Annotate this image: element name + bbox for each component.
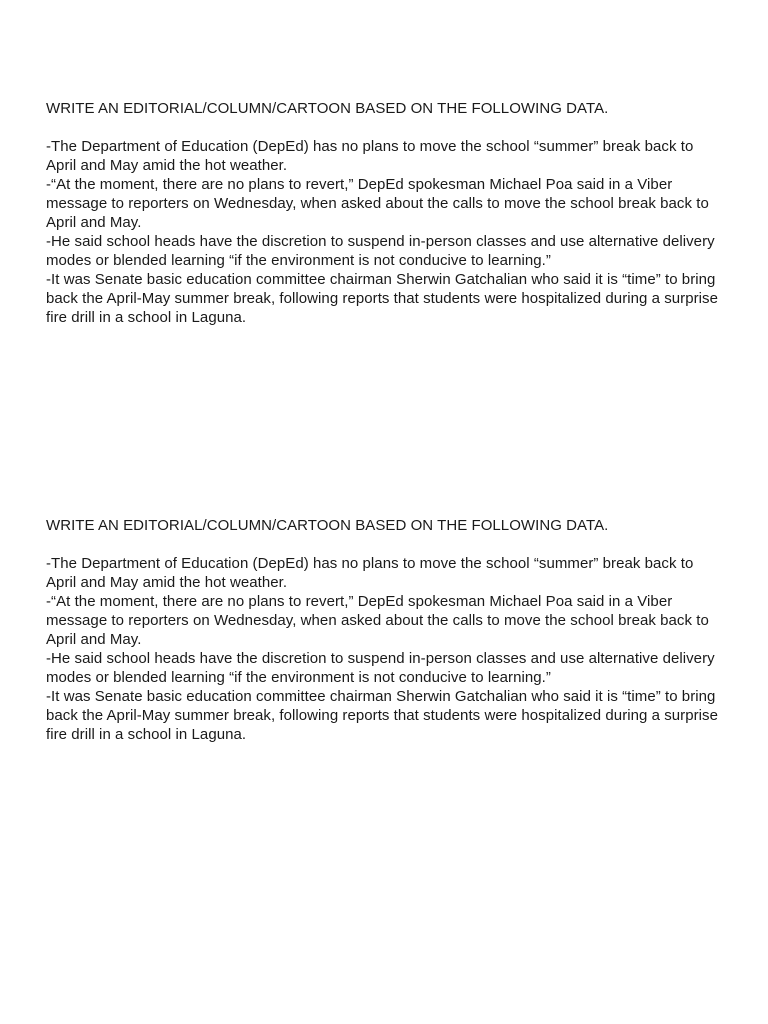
prompt-paragraph: -He said school heads have the discretion to suspend in-person classes and use alternative delivery modes or blended learning “if the environment is not conducive to learning.” [46,233,715,269]
prompt-heading: WRITE AN EDITORIAL/COLUMN/CARTOON BASED ON THE FOLLOWING DATA. [46,517,609,534]
prompt-heading: WRITE AN EDITORIAL/COLUMN/CARTOON BASED ON THE FOLLOWING DATA. [46,100,609,117]
prompt-paragraph: -He said school heads have the discretion to suspend in-person classes and use alternative delivery modes or blended learning “if the environment is not conducive to learning.” [46,650,715,686]
prompt-paragraph: -It was Senate basic education committee chairman Sherwin Gatchalian who said it is “time” to bring back the April-May summer break, following reports that students were hospitalized during a surprise fire drill in a school in Laguna. [46,688,718,743]
prompt-paragraph: -The Department of Education (DepEd) has no plans to move the school “summer” break back to April and May amid the hot weather. [46,138,694,174]
prompt-block-2 [46,516,726,744]
prompt-paragraph: -“At the moment, there are no plans to revert,” DepEd spokesman Michael Poa said in a Viber message to reporters on Wednesday, when asked about the calls to move the school break back to April and May. [46,593,709,648]
prompt-paragraph: -It was Senate basic education committee chairman Sherwin Gatchalian who said it is “time” to bring back the April-May summer break, following reports that students were hospitalized during a surprise fire drill in a school in Laguna. [46,271,718,326]
prompt-paragraph: -“At the moment, there are no plans to revert,” DepEd spokesman Michael Poa said in a Viber message to reporters on Wednesday, when asked about the calls to move the school break back to April and May. [46,176,709,231]
prompt-paragraph: -The Department of Education (DepEd) has no plans to move the school “summer” break back to April and May amid the hot weather. [46,555,694,591]
prompt-block-1 [46,99,726,327]
